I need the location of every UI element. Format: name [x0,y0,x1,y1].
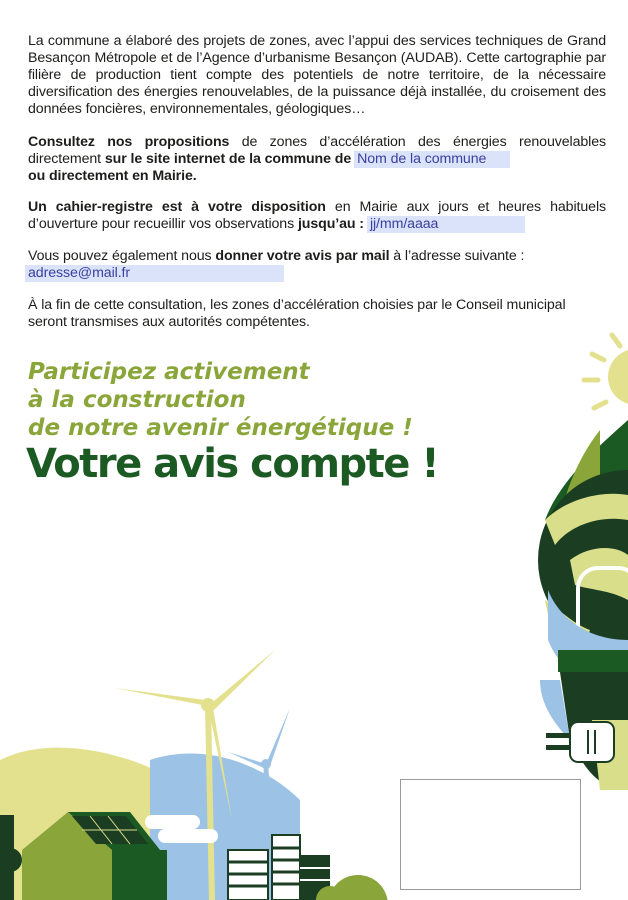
logo-placeholder-box[interactable] [400,779,581,890]
landscape-illustration [0,650,388,900]
registre-bold-lead: Un cahier-registre est à votre disposition [28,199,326,215]
mail-text-end: à l’adresse suivante : [389,248,525,264]
intro-paragraph [28,33,606,118]
slogan-line-1: Participez activement [28,359,310,385]
deadline-date-field[interactable]: jj/mm/aaaa [367,216,525,233]
slogan-line-3: de notre avenir énergétique ! [28,415,413,441]
consult-website-label: sur le site internet de la commune de [104,151,352,167]
consult-bold-lead: Consultez nos propositions [28,134,230,150]
mail-paragraph [28,248,606,282]
headline: Votre avis compte ! [26,441,439,487]
mail-bold: donner votre avis par mail [215,248,390,264]
registre-text: en Mairie aux jours et heures habituels d’ouverture pour recueillir vos observations [28,199,606,232]
consult-text: de zones d’accélération des énergies renouvelables directement [28,134,606,167]
bulb-globe-icon [538,420,628,790]
consult-mairie-label: ou directement en Mairie. [28,168,197,184]
commune-name-field[interactable]: Nom de la commune [354,151,510,168]
registre-paragraph [28,199,606,233]
email-address-field[interactable]: adresse@mail.fr [25,265,284,282]
mail-text: Vous pouvez également nous [28,248,216,264]
intro-text: La commune a élaboré des projets de zones, avec l’appui des services techniques de Grand Besançon Métropole et de l’Agence d’urbanisme Besançon (AUDAB). Cette cartographie par filière de production tient compte des potentiels de notre territoire, de la nécessaire diversification des énergies renouvelables, de la puissance déjà installée, du croisement des données foncières, environnementales, géologiques… [28,33,606,117]
consult-paragraph [28,134,606,185]
sun-icon [584,335,628,408]
closing-text: À la fin de cette consultation, les zones d’accélération choisies par le Conseil municipal seront transmises aux autorités compétentes. [28,297,566,330]
slogan [28,358,413,442]
registre-deadline-label: jusqu’au : [297,216,364,232]
closing-paragraph [28,297,606,331]
slogan-line-2: à la construction [28,387,246,413]
